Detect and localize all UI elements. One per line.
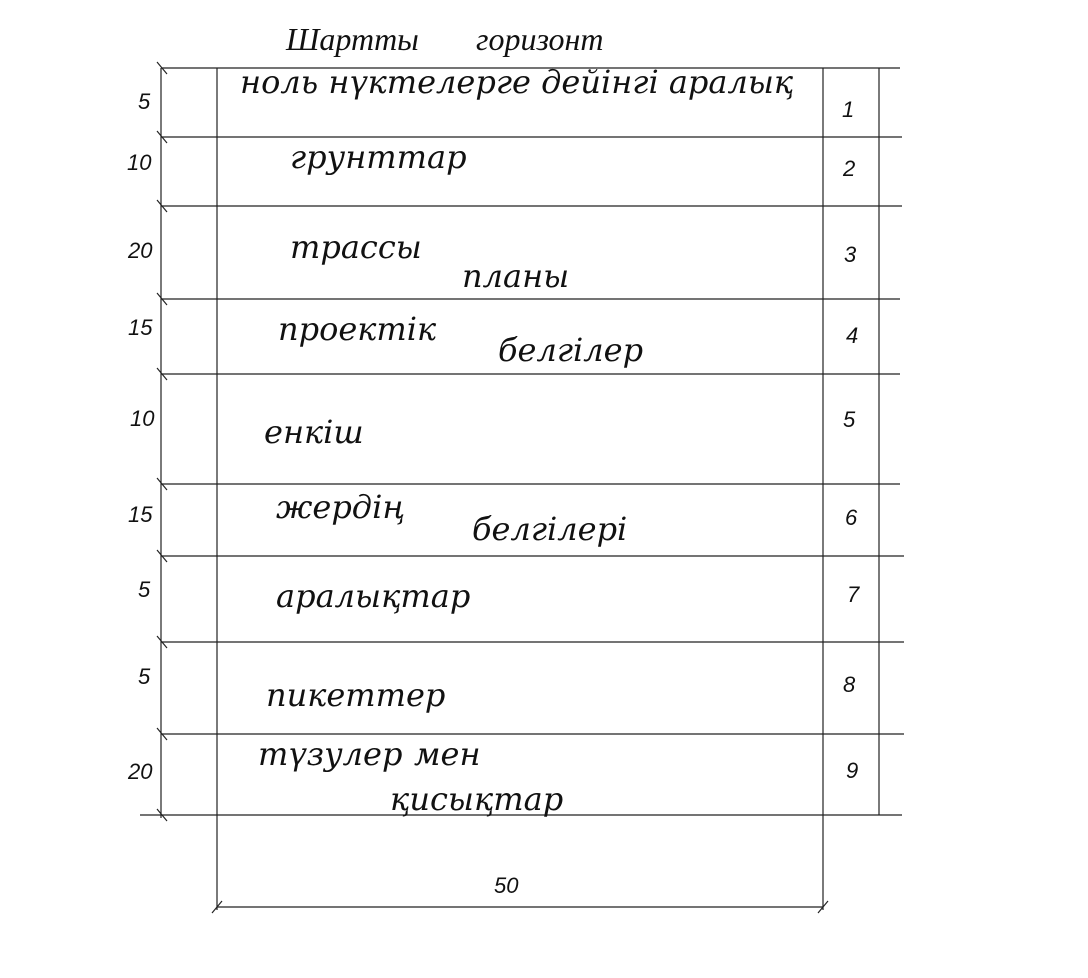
row-2-height: 10 xyxy=(127,150,152,175)
title-part-2: горизонт xyxy=(476,21,604,57)
row-3-height: 20 xyxy=(128,238,153,263)
row-2-number: 2 xyxy=(843,156,856,181)
row-9-caption-2: қисықтар xyxy=(390,780,564,818)
row-2-caption: грунттар xyxy=(290,138,467,176)
row-9-caption-1: түзулер xyxy=(258,735,403,773)
row-4-height: 15 xyxy=(128,315,153,340)
row-7-height: 5 xyxy=(138,577,151,602)
row-8-caption: пикеттер xyxy=(266,676,446,714)
row-6-caption-2: белгілері xyxy=(472,510,628,548)
row-1-number: 1 xyxy=(842,97,855,122)
row-8-number: 8 xyxy=(843,672,856,697)
row-6-caption-1: жердің xyxy=(276,488,406,526)
row-5-number: 5 xyxy=(843,407,856,432)
row-4-number: 4 xyxy=(846,323,859,348)
row-7-caption: аралықтар xyxy=(276,577,471,615)
row-7-number: 7 xyxy=(847,582,860,607)
row-1-caption: ноль нүктелерге дейінгі аралық xyxy=(240,63,794,101)
row-9-caption-3: мен xyxy=(414,735,481,773)
row-4-caption-2: белгілер xyxy=(498,331,644,369)
row-5-height: 10 xyxy=(130,406,155,431)
row-6-number: 6 xyxy=(845,505,858,530)
row-8-height: 5 xyxy=(138,664,151,689)
row-4-caption-1: проектік xyxy=(278,310,437,348)
row-9-number: 9 xyxy=(846,758,859,783)
row-5-caption: енкіш xyxy=(264,413,364,451)
row-1-height: 5 xyxy=(138,89,151,114)
width-dimension-label: 50 xyxy=(494,873,519,898)
row-3-caption-1: трассы xyxy=(290,228,422,266)
title-part-1: Шартты xyxy=(286,21,419,57)
row-6-height: 15 xyxy=(128,502,153,527)
row-9-height: 20 xyxy=(128,759,153,784)
row-3-caption-2: планы xyxy=(462,257,570,295)
row-3-number: 3 xyxy=(844,242,857,267)
